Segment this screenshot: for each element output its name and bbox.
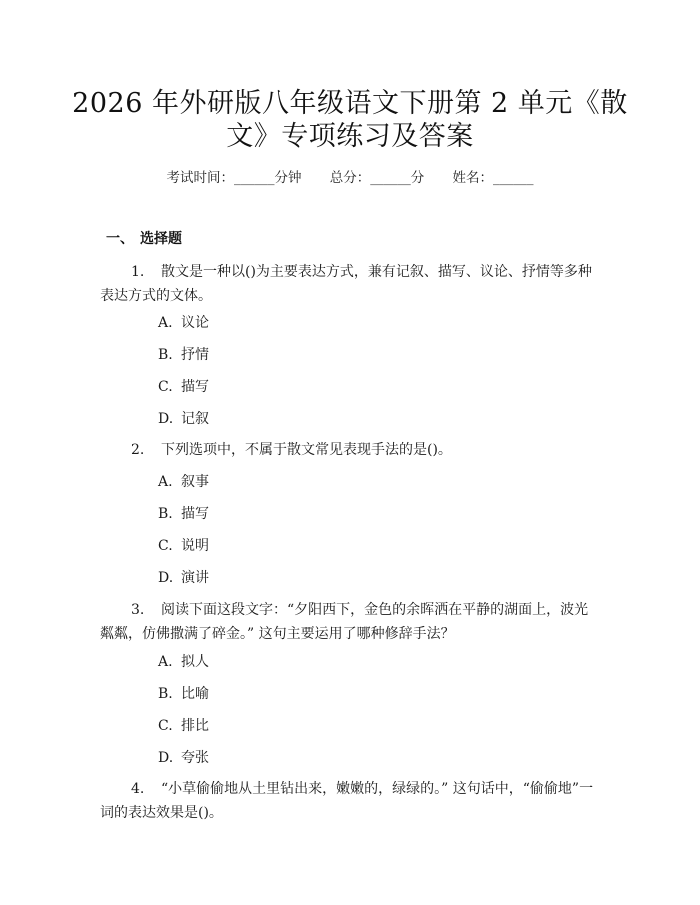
question-3 — [100, 598, 600, 646]
question-3-option-d — [158, 748, 209, 768]
question-2-option-a — [158, 472, 209, 492]
option-letter: A. — [158, 315, 173, 331]
question-number: 2. — [131, 442, 145, 458]
option-letter: D. — [158, 570, 174, 586]
option-text: 议论 — [181, 315, 209, 331]
option-letter: D. — [158, 750, 174, 766]
option-text: 夸张 — [181, 750, 209, 766]
question-3-option-c — [158, 716, 209, 736]
document-title-line-2: 文》专项练习及答案 — [226, 121, 474, 152]
option-letter: A. — [158, 654, 173, 670]
question-1-option-d — [158, 409, 209, 429]
question-text: 下列选项中，不属于散文常见表现手法的是()。 — [161, 442, 452, 458]
option-text: 说明 — [181, 538, 209, 554]
question-1-option-a — [158, 313, 209, 333]
question-text: 阅读下面这段文字：“夕阳西下，金色的余晖洒在平静的湖面上，波光粼粼，仿佛撒满了碎金。” 这句主要运用了哪种修辞手法？ — [100, 602, 589, 642]
option-text: 比喻 — [181, 686, 209, 702]
section-title: 选择题 — [140, 231, 182, 247]
option-text: 排比 — [181, 718, 209, 734]
question-1 — [100, 260, 600, 308]
exam-info-row — [0, 168, 700, 188]
option-letter: B. — [158, 506, 173, 522]
option-text: 描写 — [181, 379, 209, 395]
exam-time-field: 考试时间：______分钟 — [166, 170, 302, 186]
question-4 — [100, 777, 600, 825]
option-letter: A. — [158, 474, 173, 490]
option-text: 抒情 — [181, 347, 209, 363]
question-3-option-b — [158, 684, 209, 704]
option-text: 叙事 — [181, 474, 209, 490]
option-text: 拟人 — [181, 654, 209, 670]
option-text: 描写 — [181, 506, 209, 522]
question-text: “小草偷偷地从土里钻出来，嫩嫩的，绿绿的。” 这句话中，“偷偷地”一词的表达效果是()。 — [100, 781, 594, 821]
section-number: 一、 — [106, 231, 134, 247]
option-letter: B. — [158, 686, 173, 702]
question-number: 3. — [131, 602, 145, 618]
option-letter: C. — [158, 538, 173, 554]
option-text: 演讲 — [181, 570, 209, 586]
question-1-option-b — [158, 345, 209, 365]
option-letter: C. — [158, 718, 173, 734]
question-3-option-a — [158, 652, 209, 672]
total-score-field: 总分：______分 — [329, 170, 425, 186]
option-letter: C. — [158, 379, 173, 395]
question-2 — [100, 438, 600, 462]
option-text: 记叙 — [181, 411, 209, 427]
question-text: 散文是一种以()为主要表达方式，兼有记叙、描写、议论、抒情等多种表达方式的文体。 — [100, 264, 592, 304]
document-title-line-1: 2026 年外研版八年级语文下册第 2 单元《散 — [72, 88, 628, 119]
question-1-option-c — [158, 377, 209, 397]
question-2-option-b — [158, 504, 209, 524]
option-letter: B. — [158, 347, 173, 363]
section-heading — [106, 229, 182, 249]
question-number: 1. — [131, 264, 145, 280]
question-number: 4. — [131, 781, 145, 797]
question-2-option-d — [158, 568, 209, 588]
student-name-field: 姓名：______ — [452, 170, 534, 186]
option-letter: D. — [158, 411, 174, 427]
question-2-option-c — [158, 536, 209, 556]
